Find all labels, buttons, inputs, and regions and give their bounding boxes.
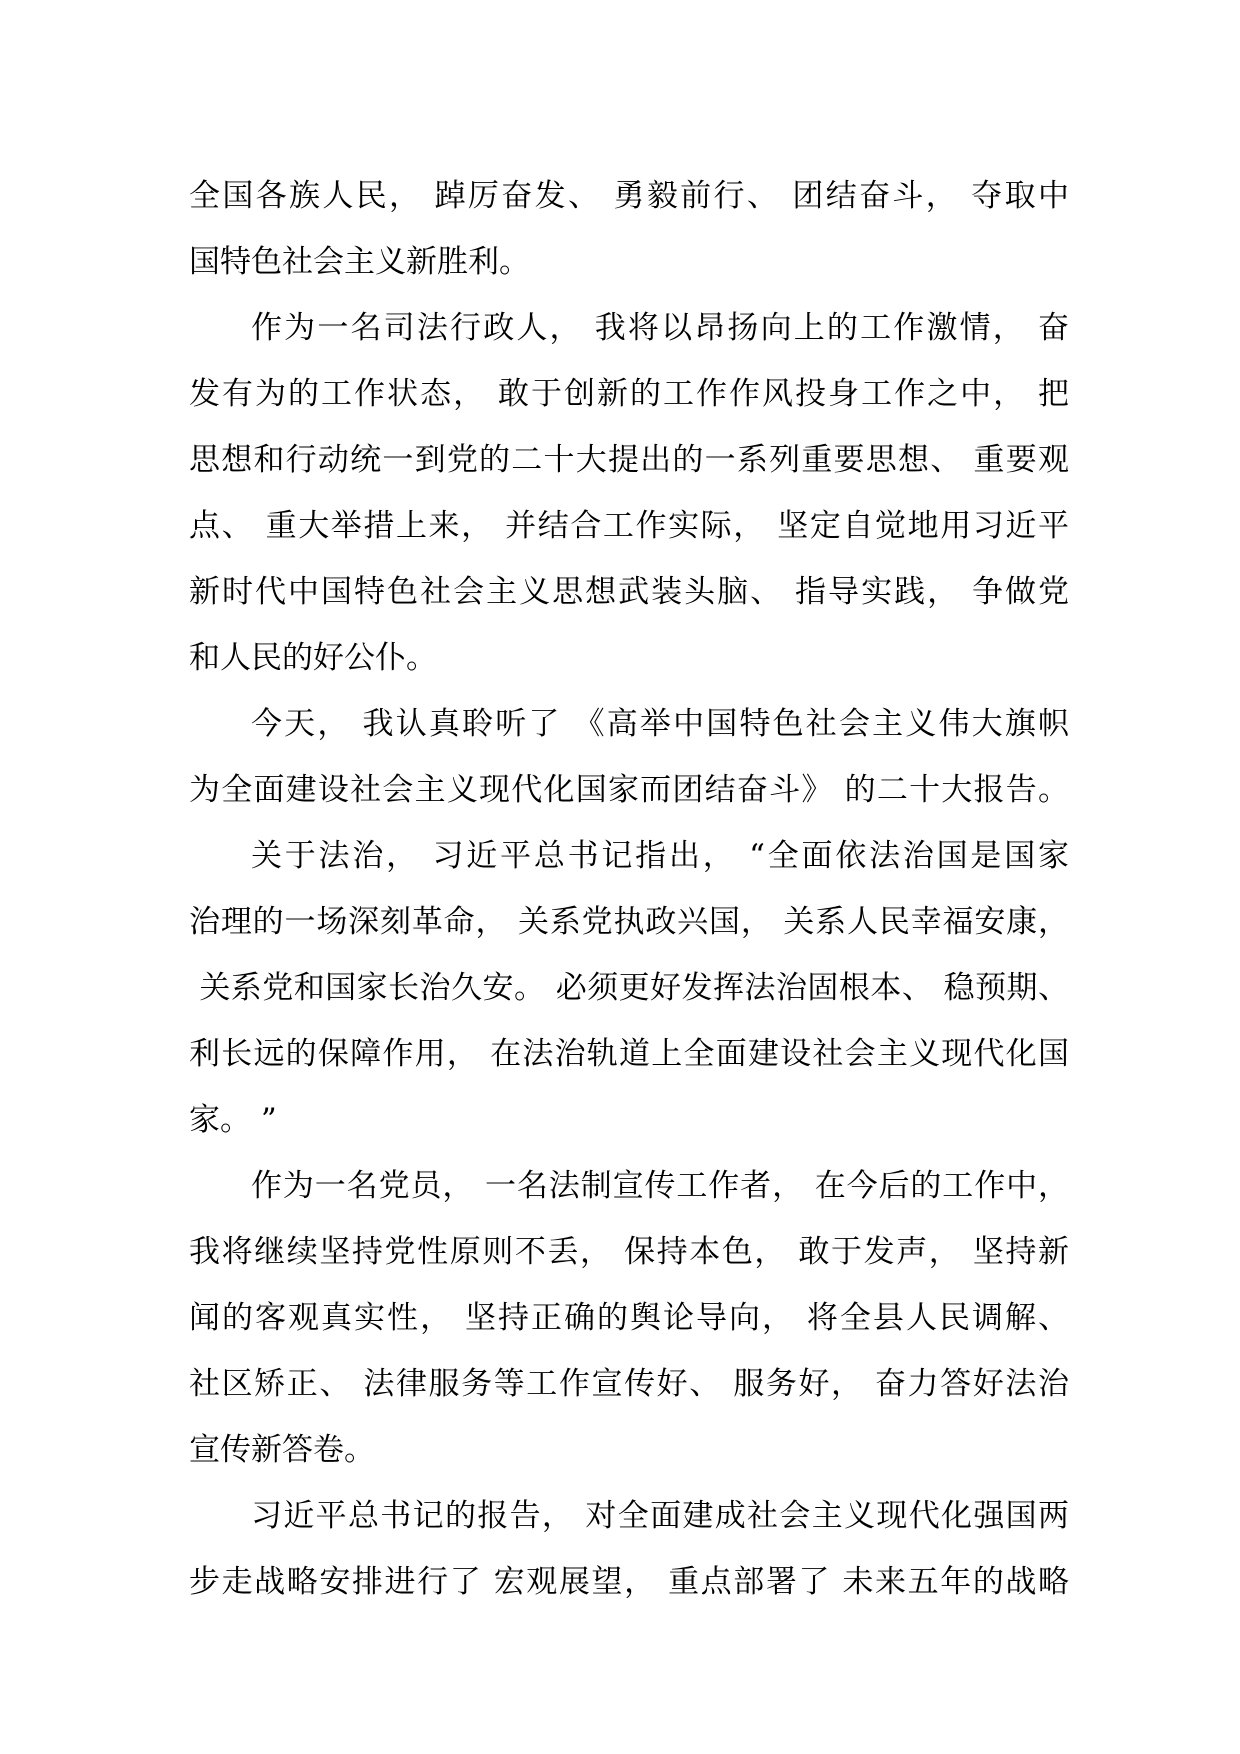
text-line: 国特色社会主义新胜利。 <box>189 244 530 280</box>
text-line: 社区矫正、 法律服务等工作宣传好、 服务好， 奋力答好法治 <box>189 1366 1069 1402</box>
text-line: 关系党和国家长治久安。 必须更好发挥法治固根本、 稳预期、 <box>189 970 1069 1006</box>
text-line: 为全面建设社会主义现代化国家而团结奋斗》 的二十大报告。 <box>189 772 1069 808</box>
text-line: 思想和行动统一到党的二十大提出的一系列重要思想、 重要观 <box>189 442 1069 478</box>
text-line: 关于法治， 习近平总书记指出， “全面依法治国是国家 <box>251 838 1069 874</box>
text-line: 利长远的保障作用， 在法治轨道上全面建设社会主义现代化国 <box>189 1036 1069 1072</box>
text-line: 闻的客观真实性， 坚持正确的舆论导向， 将全县人民调解、 <box>189 1300 1069 1336</box>
text-line: 点、 重大举措上来， 并结合工作实际， 坚定自觉地用习近平 <box>189 508 1069 544</box>
text-line: 习近平总书记的报告， 对全面建成社会主义现代化强国两 <box>251 1498 1069 1534</box>
text-line: 和人民的好公仆。 <box>189 640 437 676</box>
text-line: 治理的一场深刻革命， 关系党执政兴国， 关系人民幸福安康， <box>189 904 1069 940</box>
text-line: 作为一名司法行政人， 我将以昂扬向上的工作激情， 奋 <box>251 310 1069 346</box>
text-line: 宣传新答卷。 <box>189 1432 375 1468</box>
text-line: 步走战略安排进行了 宏观展望， 重点部署了 未来五年的战略 <box>189 1564 1069 1600</box>
text-line: 作为一名党员， 一名法制宣传工作者， 在今后的工作中， <box>251 1168 1069 1204</box>
text-line: 今天， 我认真聆听了 《高举中国特色社会主义伟大旗帜 <box>251 706 1069 742</box>
text-line: 全国各族人民， 踔厉奋发、 勇毅前行、 团结奋斗， 夺取中 <box>189 178 1069 214</box>
text-line: 家。 ” <box>189 1102 277 1138</box>
text-line: 发有为的工作状态， 敢于创新的工作作风投身工作之中， 把 <box>189 376 1069 412</box>
text-line: 新时代中国特色社会主义思想武装头脑、 指导实践， 争做党 <box>189 574 1069 610</box>
text-line: 我将继续坚持党性原则不丢， 保持本色， 敢于发声， 坚持新 <box>189 1234 1069 1270</box>
